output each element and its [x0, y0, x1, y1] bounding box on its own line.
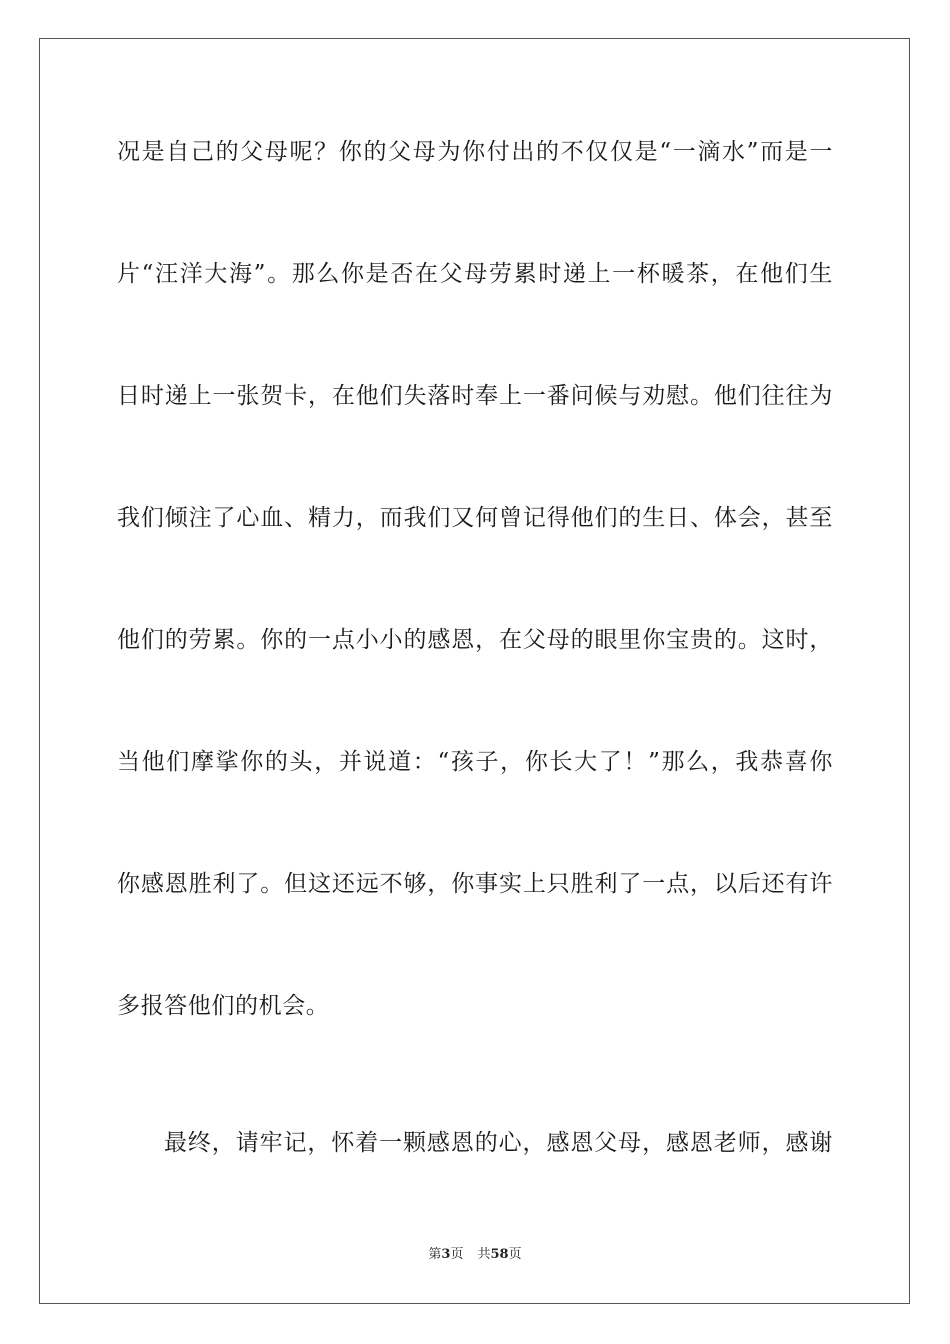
body-text-line-4: 我们倾注了心血、精力，而我们又何曾记得他们的生日、体会，甚至	[117, 505, 833, 531]
footer-total-pages: 58	[490, 1247, 509, 1262]
body-text-line-8: 多报答他们的机会。	[117, 993, 330, 1019]
footer-page-prefix: 第	[428, 1247, 442, 1262]
body-text-line-9: 最终，请牢记，怀着一颗感恩的心，感恩父母，感恩老师，感谢	[164, 1130, 833, 1156]
footer-total-prefix: 共	[477, 1247, 491, 1262]
body-text-line-7: 你感恩胜利了。但这还远不够，你事实上只胜利了一点，以后还有许	[117, 871, 833, 897]
body-text-line-6: 当他们摩挲你的头，并说道：“孩子，你长大了！”那么，我恭喜你	[117, 749, 833, 775]
footer-page-number: 3	[441, 1247, 451, 1262]
footer-page-suffix: 页	[450, 1247, 464, 1262]
body-text-line-5: 他们的劳累。你的一点小小的感恩，在父母的眼里你宝贵的。这时，	[117, 627, 833, 653]
page-border	[39, 38, 910, 1304]
body-text-line-2: 片“汪洋大海”。那么你是否在父母劳累时递上一杯暖茶，在他们生	[117, 261, 833, 287]
body-text-line-1: 况是自己的父母呢？你的父母为你付出的不仅仅是“一滴水”而是一	[117, 139, 833, 165]
page-footer	[0, 1245, 950, 1265]
body-text-line-3: 日时递上一张贺卡，在他们失落时奉上一番问候与劝慰。他们往往为	[117, 383, 833, 409]
footer-total-suffix: 页	[508, 1247, 522, 1262]
